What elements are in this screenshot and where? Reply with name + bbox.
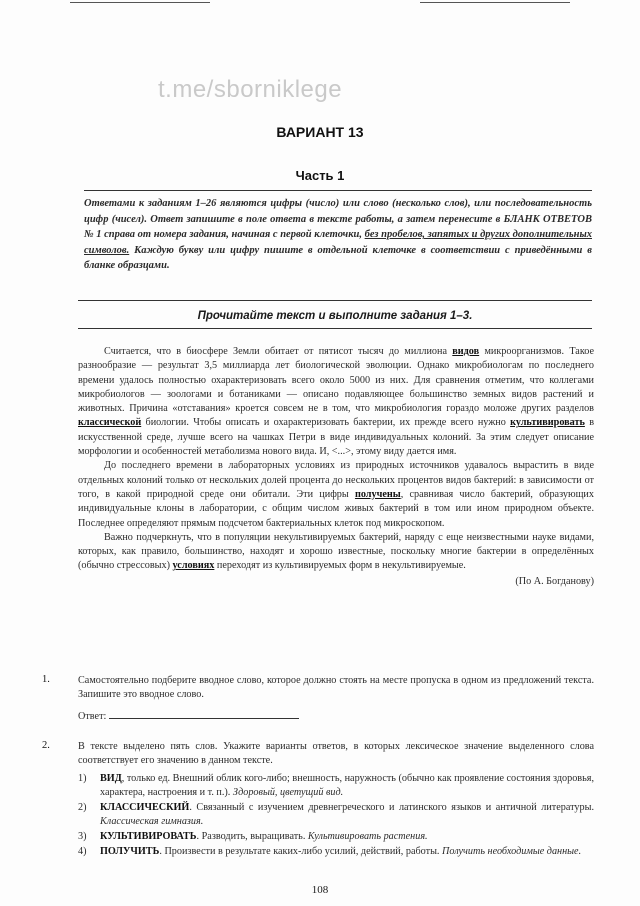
answer-option: 4) ПОЛУЧИТЬ. Произвести в результате каких-либо усилий, действий, работы. Получить необходимые данные. <box>78 846 582 857</box>
divider <box>78 328 592 329</box>
highlighted-word: условиях <box>172 560 215 572</box>
answer-field[interactable] <box>109 708 299 719</box>
question-text: Самостоятельно подберите вводное слово, которое должно стоять на месте пропуска в одном из предложений текста. Запишите это вводное слово. <box>78 675 594 701</box>
divider <box>84 190 592 191</box>
highlighted-word: классической <box>78 417 142 429</box>
paragraph: До последнего времени в лабораторных условиях из природных источников удавалось вырастить в виде отдельных колоний только от нескольких долей процента до нескольких процентов видов бактерий: в зависимости от того, в какой природной среде они обитали. Эти цифры получены, сравнивая число бактерий, образующих индивидуальные клоны в лаборатории, с общим числом живых бактерий в том или ином природном объекте. Последнее определяют прямым подсчетом бактериальных клеток под микроскопом. <box>78 460 594 529</box>
instructions-text-2: Каждую букву или цифру пишите в отдельной клеточке в соответствии с приведёнными в бланке образцами. <box>84 244 592 271</box>
instructions-underlined: без пробелов, запятых и других дополнительных символов. <box>84 229 592 256</box>
reading-text <box>78 345 594 589</box>
question-number: 1. <box>42 674 50 685</box>
author: (По А. Богданову) <box>515 575 594 587</box>
divider <box>78 300 592 301</box>
question-text: В тексте выделено пять слов. Укажите варианты ответов, в которых лексическое значение выделенного слова соответствует его значению в данном тексте. <box>78 741 594 767</box>
reading-header: Прочитайте текст и выполните задания 1–3. <box>197 310 473 322</box>
watermark: t.me/sborniklege <box>158 76 343 103</box>
paragraph: Важно подчеркнуть, что в популяции некультивируемых бактерий, наряду с еще неизвестными науке видами, которых, как правило, большинство, находят и хорошо известные, поскольку многие бактерии в определённых (обычно стрессовых) условиях переходят из культивируемых форм в некультивируемые. <box>78 531 594 572</box>
page-number: 108 <box>311 884 329 896</box>
answer-option: 1) ВИД, только ед. Внешний облик кого-либо; внешность, наружность (обычно как проявление состояния здоровья, характера, настроения и т. п.). Здоровый, цветущий вид. <box>78 773 594 799</box>
part-title: Часть 1 <box>295 168 345 183</box>
answer-label: Ответ: <box>78 711 107 722</box>
question-number: 2. <box>42 740 50 751</box>
highlighted-word: получены <box>354 488 401 500</box>
answer-row <box>78 708 299 724</box>
scan-edge-line <box>70 2 210 3</box>
answer-option: 2) КЛАССИЧЕСКИЙ. Связанный с изучением древнегреческого и латинского языков и античной литературы. Классическая гимназия. <box>78 802 594 828</box>
answer-option: 3) КУЛЬТИВИРОВАТЬ. Разводить, выращивать. Культивировать растения. <box>78 831 428 842</box>
scan-edge-line <box>420 2 570 3</box>
highlighted-word: видов <box>452 346 480 357</box>
variant-title: ВАРИАНТ 13 <box>276 124 364 140</box>
instructions-text-1: Ответами к заданиям 1–26 являются цифры (число) или слово (несколько слов), или последовательность цифр (чисел). Ответ запишите в поле ответа в тексте работы, а затем перенесите в БЛАНК ОТВЕТОВ № 1 справа от номера задания, начиная с первой клеточки, <box>84 198 592 240</box>
instructions <box>84 196 592 274</box>
paragraph: Считается, что в биосфере Земли обитает от пятисот тысяч до миллиона видов микроорганизмов. Такое разнообразие — результат 3,5 миллиарда лет биологической эволюции. Однако микробиологам по последнего времени удалось полностью охарактеризовать всего около 5000 из них. Для сравнения отметим, что коллегами микробиологов — зоологами и ботаниками — описано подавляющее большинство земных видов растений и животных. Причина «отставания» кроется совсем не в том, что микробиология гораздо моложе других разделов классической биологии. Чтобы описать и охарактеризовать бактерии, их прежде всего нужно культивировать в искусственной среде, лучше всего на чашках Петри в виде индивидуальных колоний. За этим следует описание морфологии и особенностей метаболизма нового вида. И, <...>, этому виду дается имя. <box>78 346 595 458</box>
highlighted-word: культивировать <box>510 417 585 429</box>
